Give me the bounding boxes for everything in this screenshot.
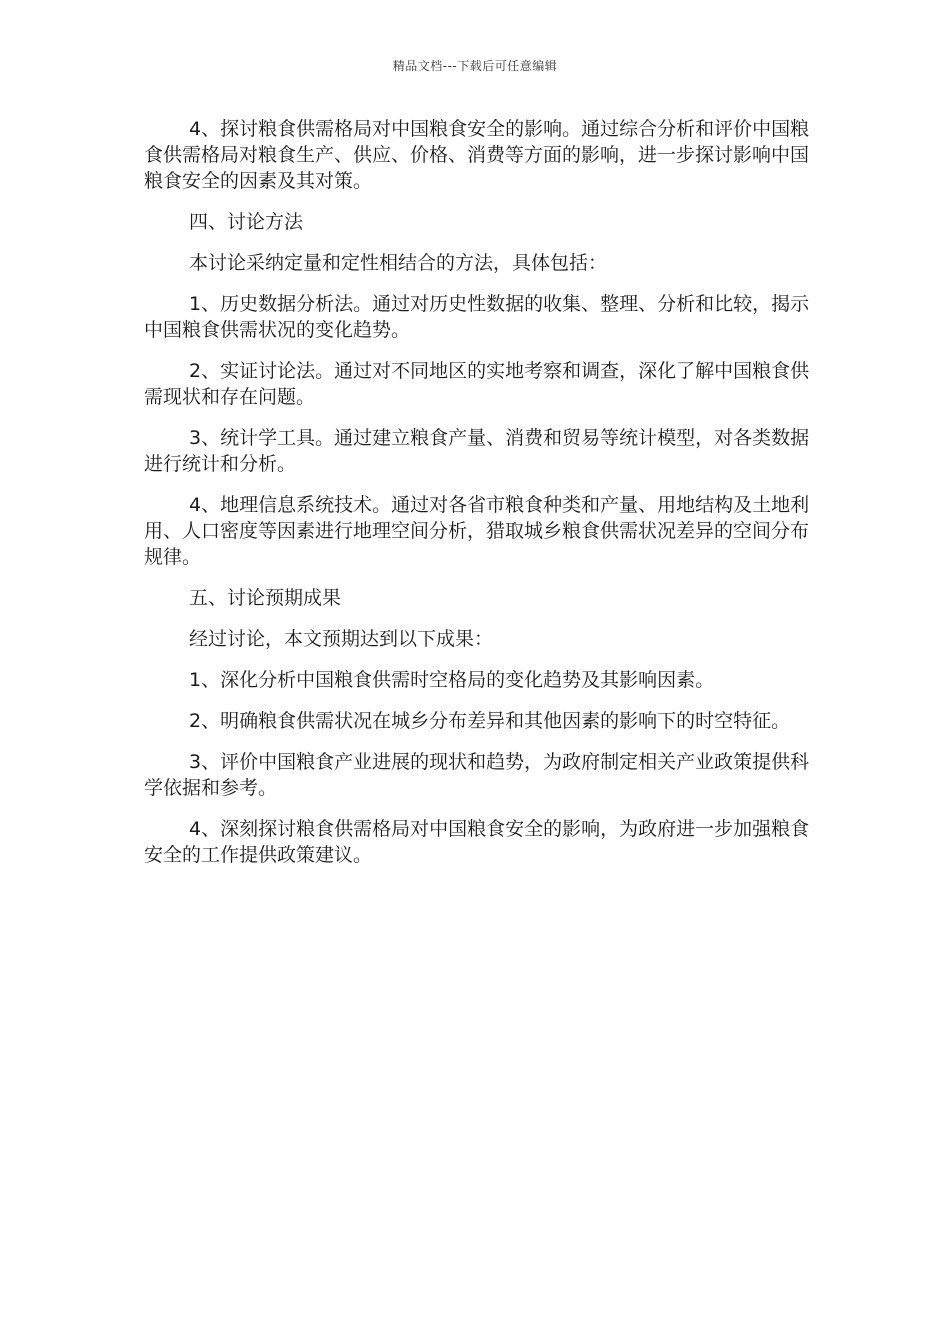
paragraph-results-intro: 经过讨论，本文预期达到以下成果： xyxy=(189,628,494,650)
paragraph-result-3: 3、评价中国粮食产业进展的现状和趋势，为政府制定相关产业政策提供科学依据和参考。 xyxy=(144,751,810,799)
paragraph-method-3: 3、统计学工具。通过建立粮食产量、消费和贸易等统计模型，对各类数据进行统计和分析。 xyxy=(144,427,810,475)
paragraph-method-2: 2、实证讨论法。通过对不同地区的实地考察和调查，深化了解中国粮食供需现状和存在问题。 xyxy=(144,360,810,408)
paragraph-result-4: 4、深刻探讨粮食供需格局对中国粮食安全的影响，为政府进一步加强粮食安全的工作提供政策建议。 xyxy=(144,818,810,866)
paragraph-method-4: 4、地理信息系统技术。通过对各省市粮食种类和产量、用地结构及土地利用、人口密度等因素进行地理空间分析，猎取城乡粮食供需状况差异的空间分布规律。 xyxy=(144,494,810,568)
paragraph-result-1: 1、深化分析中国粮食供需时空格局的变化趋势及其影响因素。 xyxy=(189,669,715,691)
document-body xyxy=(144,116,814,883)
section-heading-methods: 四、讨论方法 xyxy=(189,211,304,233)
paragraph-result-2: 2、明确粮食供需状况在城乡分布差异和其他因素的影响下的时空特征。 xyxy=(189,710,791,732)
paragraph-method-1: 1、历史数据分析法。通过对历史性数据的收集、整理、分析和比较，揭示中国粮食供需状况的变化趋势。 xyxy=(144,293,810,341)
page-header: 精品文档---下载后可任意编辑 xyxy=(392,59,558,73)
paragraph-research-objective-4: 4、探讨粮食供需格局对中国粮食安全的影响。通过综合分析和评价中国粮食供需格局对粮食生产、供应、价格、消费等方面的影响，进一步探讨影响中国粮食安全的因素及其对策。 xyxy=(144,118,810,192)
paragraph-methods-intro: 本讨论采纳定量和定性相结合的方法，具体包括： xyxy=(189,252,608,274)
section-heading-expected-results: 五、讨论预期成果 xyxy=(189,587,342,609)
